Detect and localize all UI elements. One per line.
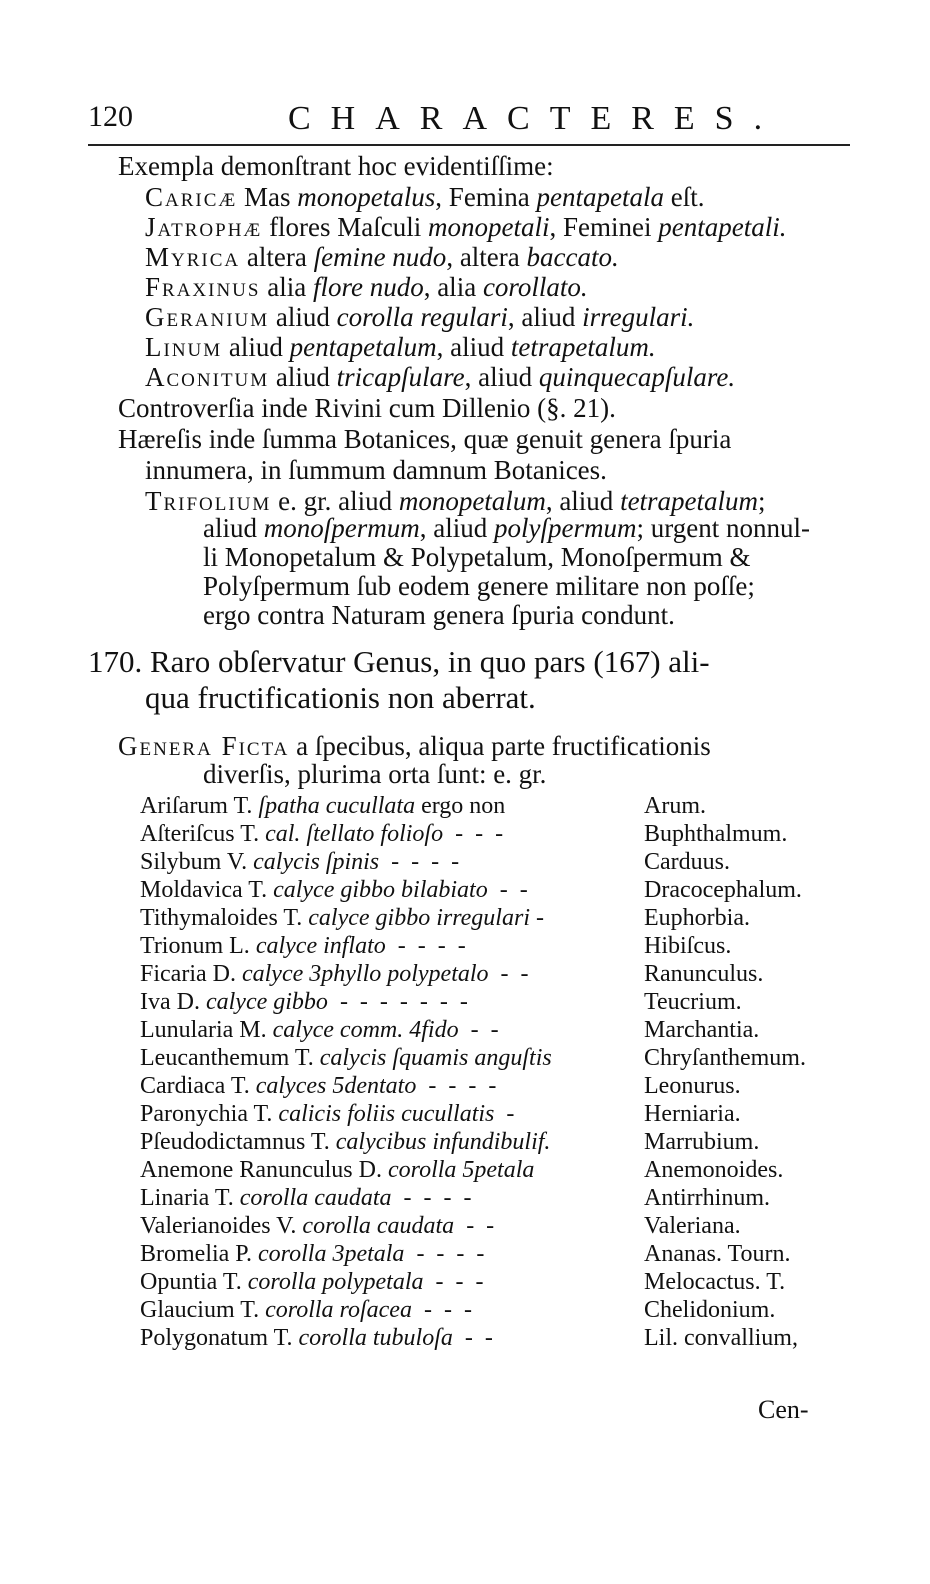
genus-name: Aconitum (145, 362, 270, 392)
genus-description: corolla polypetala (247, 1269, 424, 1295)
italic-text: quinquecapſulare. (538, 362, 736, 392)
example-line (145, 361, 735, 393)
genus-entry (140, 932, 466, 960)
true-genus: Dracocephalum. (644, 877, 802, 903)
controversy-line: Controverſia inde Rivini cum Dillenio (§. 21). (118, 393, 616, 423)
text: , aliud (545, 486, 621, 516)
italic-text: pentapetala (536, 182, 665, 212)
genera-ficta-label: Genera Ficta (118, 731, 290, 761)
genus-description: calyce gibbo (205, 989, 328, 1015)
leader-text: - - (458, 1017, 499, 1043)
genus-name: Trionum L. (140, 933, 250, 959)
genus-name: Fraxinus (145, 272, 261, 302)
true-genus: Lil. convallium, (644, 1325, 798, 1351)
text: , aliud (464, 362, 539, 392)
genus-name: Opuntia T. (140, 1269, 242, 1295)
genus-name: Ariſarum T. (140, 793, 253, 819)
genus-entry (140, 988, 468, 1016)
text: , Feminei (549, 212, 659, 242)
genus-description: corolla 5petala (387, 1157, 535, 1183)
genus-description: calyce inflato (255, 933, 386, 959)
example-line (145, 211, 787, 243)
genus-name: Jatrophæ (145, 212, 263, 242)
text: , aliud (507, 302, 583, 332)
genus-name: Myrica (145, 242, 241, 272)
italic-text: polyſpermum (494, 513, 637, 543)
example-line (145, 331, 656, 363)
example-line (145, 271, 588, 303)
genus-description: corolla caudata (302, 1213, 455, 1239)
example-line (145, 301, 694, 333)
text: alia (260, 272, 313, 302)
text: Mas (237, 182, 298, 212)
genus-name: Valerianoides V. (140, 1213, 297, 1239)
genus-name: Lunularia M. (140, 1017, 267, 1043)
italic-text: baccato. (526, 242, 619, 272)
text: , altera (446, 242, 527, 272)
page-number: 120 (88, 100, 133, 133)
genus-entry (140, 1184, 471, 1212)
header-rule (88, 144, 850, 146)
true-genus: Anemonoides. (644, 1157, 784, 1183)
genus-name: Bromelia P. (140, 1241, 252, 1267)
text: flores Maſculi (262, 212, 429, 242)
genus-description: calicis foliis cucullatis (278, 1101, 495, 1127)
heresis-line-1: Hæreſis inde ſumma Botanices, quæ genuit genera ſpuria (118, 424, 732, 454)
aphorism-number: 170. (88, 644, 143, 679)
genus-name: Polygonatum T. (140, 1325, 293, 1351)
leader-text: ergo non (415, 793, 506, 819)
catchword: Cen- (758, 1395, 809, 1424)
leader-text: - (494, 1101, 515, 1127)
genus-entry (140, 820, 503, 848)
genus-description: calyce gibbo irregulari (308, 905, 530, 931)
true-genus: Ananas. Tourn. (644, 1241, 791, 1267)
genus-description: corolla roſacea (265, 1297, 412, 1323)
genus-name: Linum (145, 332, 223, 362)
leader-text: - - - - (391, 1185, 472, 1211)
text: eſt. (664, 182, 705, 212)
italic-text: monoſpermum (263, 513, 420, 543)
true-genus: Leonurus. (644, 1073, 741, 1099)
italic-text: tetrapetalum (620, 486, 759, 516)
trifolium-line-5: ergo contra Naturam genera ſpuria condunt. (203, 600, 675, 630)
true-genus: Buphthalmum. (644, 821, 788, 847)
true-genus: Chryſanthemum. (644, 1045, 806, 1071)
genus-name: Linaria T. (140, 1185, 234, 1211)
genus-description: calyce 3phyllo polypetalo (241, 961, 489, 987)
genus-name: Moldavica T. (140, 877, 268, 903)
text: ; (758, 486, 766, 516)
leader-text: - - - - - - - (327, 989, 468, 1015)
text: , aliud (436, 332, 511, 362)
genus-entry (140, 1016, 499, 1044)
italic-text: corolla regulari (336, 302, 508, 332)
example-line (145, 241, 619, 273)
leader-text: - - - - (379, 849, 460, 875)
text: aliud (269, 302, 337, 332)
true-genus: Melocactus. T. (644, 1269, 786, 1295)
genus-entry (140, 1296, 472, 1324)
genus-name: Tithymaloides T. (140, 905, 303, 931)
trifolium-line-2 (203, 512, 810, 544)
italic-text: tricapſulare (336, 362, 465, 392)
genus-name: Ficaria D. (140, 961, 236, 987)
genus-name: Iva D. (140, 989, 200, 1015)
italic-text: pentapetali. (658, 212, 787, 242)
true-genus: Herniaria. (644, 1101, 741, 1127)
true-genus: Ranunculus. (644, 961, 764, 987)
example-line (145, 181, 705, 213)
genus-description: calyce gibbo bilabiato (273, 877, 488, 903)
genus-description: corolla 3petala (258, 1241, 405, 1267)
genus-description: calyce comm. 4fido (272, 1017, 459, 1043)
italic-text: pentapetalum (289, 332, 437, 362)
genus-entry (140, 876, 528, 904)
italic-text: monopetali (428, 212, 550, 242)
genus-entry (140, 1268, 484, 1296)
aphorism-line-2: qua fructificationis non aberrat. (145, 680, 536, 715)
genera-ficta-line-2: diverſis, plurima orta ſunt: e. gr. (203, 759, 547, 789)
leader-text: - - - - (385, 933, 466, 959)
true-genus: Chelidonium. (644, 1297, 776, 1323)
genus-name: Glaucium T. (140, 1297, 260, 1323)
genus-description: calycibus infundibulif. (335, 1129, 551, 1155)
text: altera (240, 242, 314, 272)
leader-text: - - (487, 877, 528, 903)
genus-entry (140, 1324, 493, 1352)
italic-text: monopetalum (398, 486, 546, 516)
italic-text: corollato. (482, 272, 588, 302)
true-genus: Teucrium. (644, 989, 742, 1015)
genus-description: corolla caudata (239, 1185, 392, 1211)
genus-name: Anemone Ranunculus D. (140, 1157, 382, 1183)
leader-text: - - - (423, 1269, 484, 1295)
genus-name: Pſeudodictamnus T. (140, 1129, 330, 1155)
genus-entry (140, 1100, 514, 1128)
genus-description: calyces 5dentato (255, 1073, 417, 1099)
leader-text: - - (488, 961, 529, 987)
italic-text: tetrapetalum. (510, 332, 656, 362)
genus-entry (140, 1156, 534, 1184)
text: aliud (269, 362, 337, 392)
true-genus: Hibiſcus. (644, 933, 732, 959)
text: aliud (222, 332, 290, 362)
true-genus: Antirrhinum. (644, 1185, 770, 1211)
leader-text: - - - (443, 821, 504, 847)
genus-description: calycis ſquamis anguſtis (319, 1045, 552, 1071)
genus-description: corolla tubuloſa (298, 1325, 453, 1351)
genus-name: Silybum V. (140, 849, 248, 875)
genus-entry (140, 960, 529, 988)
genus-name: Trifolium (145, 486, 272, 516)
genus-entry (140, 848, 459, 876)
genus-description: cal. ſtellato folioſo (265, 821, 444, 847)
leader-text: - - - (411, 1297, 472, 1323)
true-genus: Carduus. (644, 849, 730, 875)
running-title: CHARACTERES. (288, 100, 783, 137)
genus-name: Leucanthemum T. (140, 1045, 314, 1071)
text: aliud (203, 513, 264, 543)
genus-entry (140, 792, 505, 820)
true-genus: Marchantia. (644, 1017, 760, 1043)
genus-entry (140, 1212, 494, 1240)
text: , Femina (435, 182, 537, 212)
genus-entry (140, 1044, 552, 1072)
text: ; urgent nonnul- (636, 513, 810, 543)
true-genus: Marrubium. (644, 1129, 760, 1155)
italic-text: irregulari. (582, 302, 695, 332)
genus-description: calycis ſpinis (253, 849, 380, 875)
true-genus: Euphorbia. (644, 905, 750, 931)
leader-text: - (529, 905, 544, 931)
text: , aliud (419, 513, 494, 543)
genus-name: Aſteriſcus T. (140, 821, 260, 847)
italic-text: flore nudo (312, 272, 424, 302)
leader-text: - - - - (404, 1241, 485, 1267)
genus-name: Caricæ (145, 182, 238, 212)
genus-name: Geranium (145, 302, 270, 332)
genus-entry (140, 1128, 550, 1156)
genus-entry (140, 904, 544, 932)
leader-text: - - (452, 1325, 493, 1351)
italic-text: ſemine nudo (313, 242, 447, 272)
page-header (88, 100, 848, 142)
text: a ſpecibus, aliqua parte fructificationis (289, 731, 711, 761)
leader-text: - - (454, 1213, 495, 1239)
trifolium-line-3: li Monopetalum & Polypetalum, Monoſpermum & (203, 542, 751, 572)
leader-text: - - - - (416, 1073, 497, 1099)
genus-name: Paronychia T. (140, 1101, 273, 1127)
aphorism-line-1 (88, 644, 710, 680)
genus-name: Cardiaca T. (140, 1073, 250, 1099)
trifolium-line-4: Polyſpermum ſub eodem genere militare non poſſe; (203, 571, 755, 601)
heresis-line-2: innumera, in ſummum damnum Botanices. (145, 455, 607, 485)
genus-entry (140, 1072, 496, 1100)
aphorism-text: Raro obſervatur Genus, in quo pars (167) ali- (150, 644, 710, 679)
true-genus: Valeriana. (644, 1213, 741, 1239)
genus-description: ſpatha cucullata (258, 793, 416, 819)
true-genus: Arum. (644, 793, 706, 819)
text: e. gr. aliud (271, 486, 399, 516)
intro-line: Exempla demonſtrant hoc evidentiſſime: (118, 151, 554, 181)
text: , alia (423, 272, 483, 302)
genus-entry (140, 1240, 484, 1268)
italic-text: monopetalus (297, 182, 436, 212)
